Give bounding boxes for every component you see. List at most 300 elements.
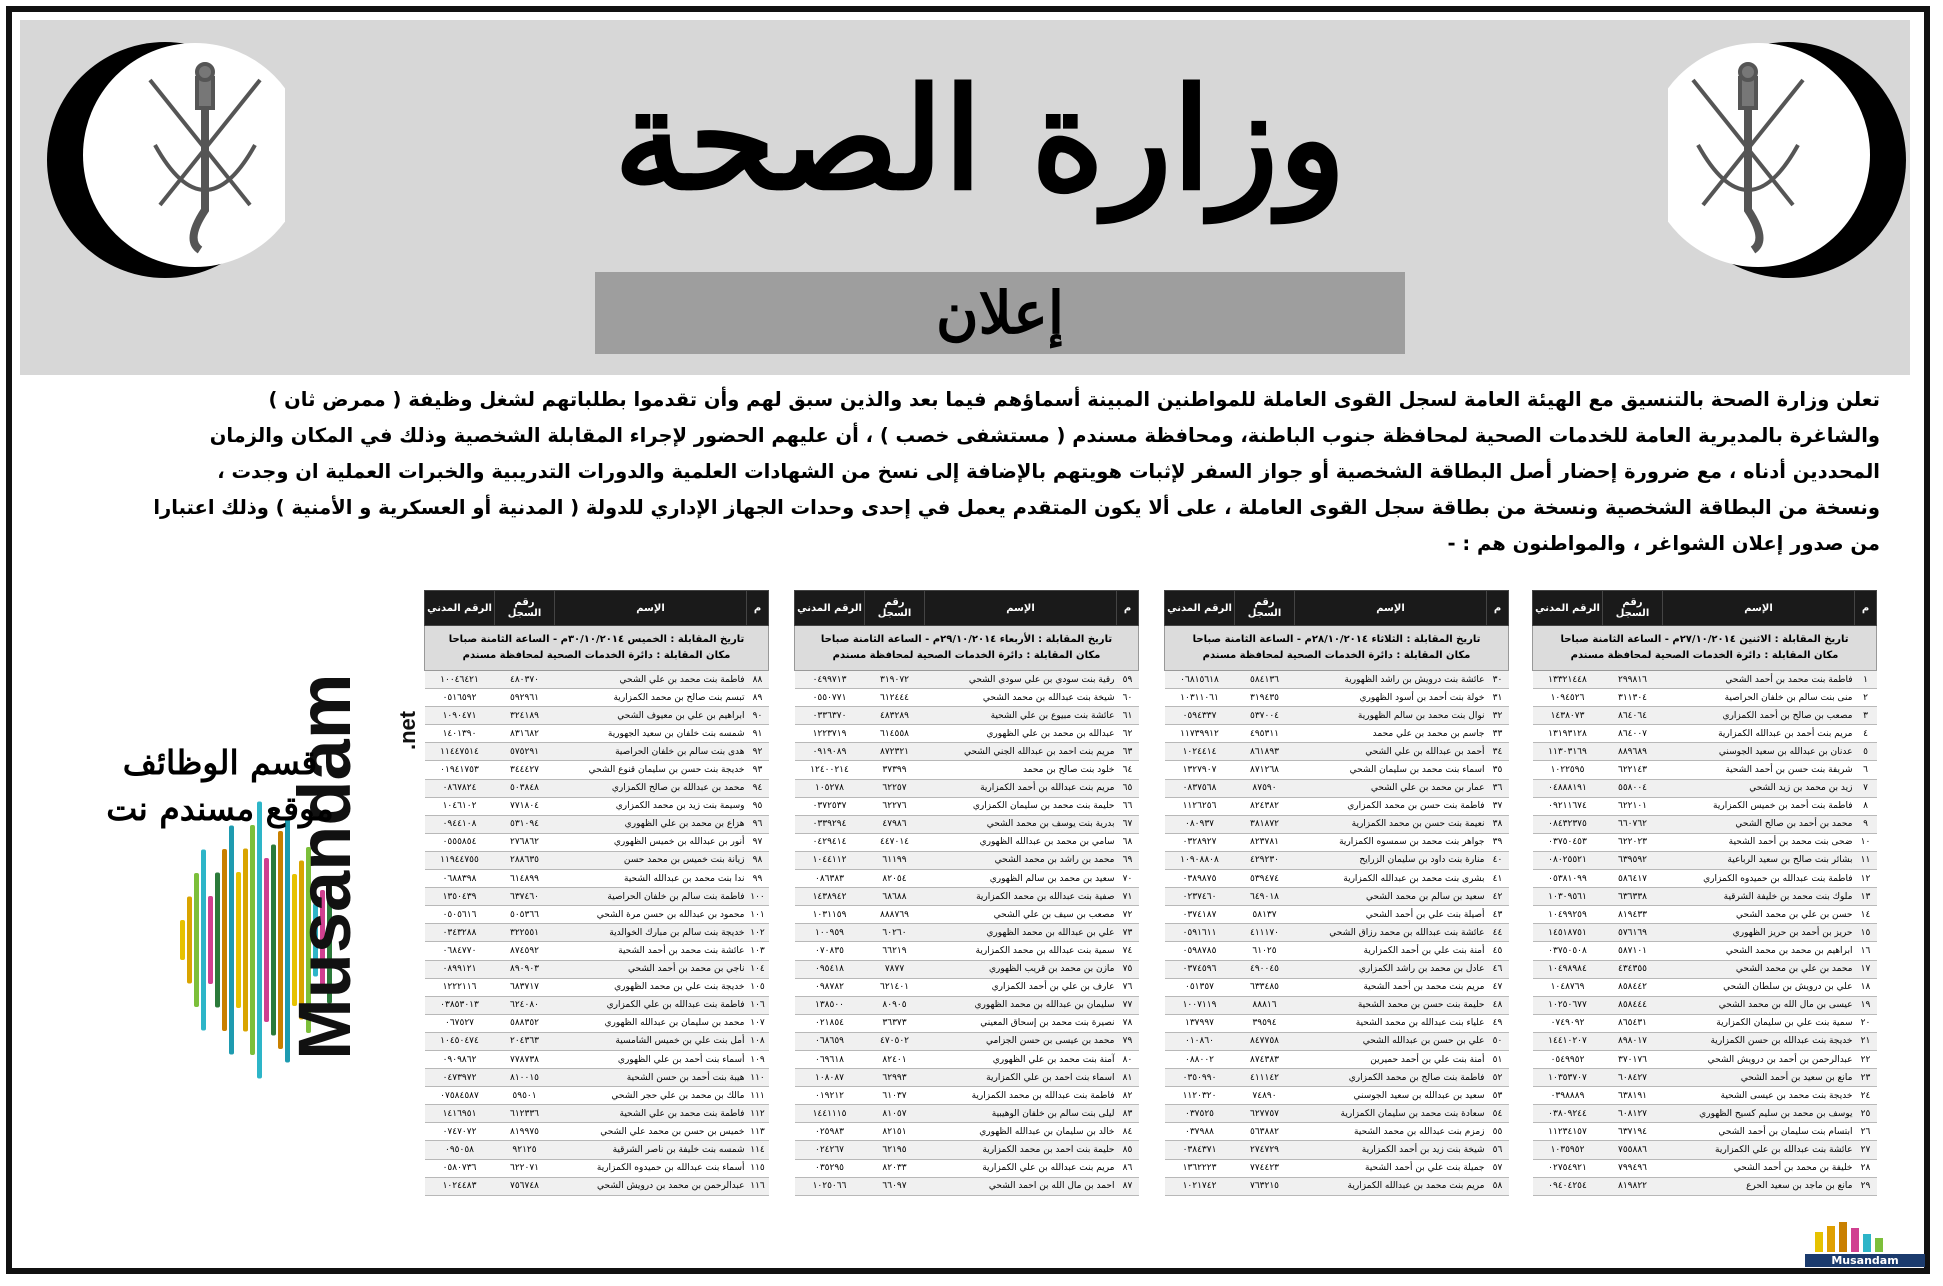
table-row (1533, 1159, 1877, 1177)
registry-number: ٨٢٤٣٨٢ (1235, 797, 1295, 815)
candidate-name: مانع بن ماجد بن سعيد الحرع (1663, 1177, 1855, 1195)
candidate-name: علياء بنت عبدالله بن محمد الشحية (1295, 1014, 1487, 1032)
registry-number: ٦٣٨١٩١ (1603, 1087, 1663, 1105)
registry-number: ٨٩٨٠١٧ (1603, 1032, 1663, 1050)
candidate-name: زمزم بنت عبدالله بن محمد الشحية (1295, 1123, 1487, 1141)
candidate-name: عبدالله بن محمد بن علي الظهوري (925, 725, 1117, 743)
registry-number: ٨٦٤٠٠٧ (1603, 725, 1663, 743)
civil-number: ٠٨٠٩٣٧ (1165, 815, 1235, 833)
registry-number: ٨٧٢٣٢١ (865, 743, 925, 761)
candidates-table (1165, 590, 1509, 1196)
row-num: ٩٣ (747, 761, 769, 779)
table-row (1165, 1069, 1509, 1087)
watermark-text (25, 740, 415, 832)
musandam-bars-icon (175, 640, 435, 1080)
registry-number: ٧٦٣٢١٥ (1235, 1177, 1295, 1195)
civil-number: ٠٨٤٣٢٣٧٥ (1533, 815, 1603, 833)
candidate-name: عيسى بن مال الله بن محمد الشحي (1663, 996, 1855, 1014)
table-header-civil: الرقم المدني (1533, 591, 1603, 626)
row-num: ٧٨ (1117, 1014, 1139, 1032)
registry-number: ٩٢١٢٥ (495, 1141, 555, 1159)
logo-bar (194, 873, 199, 1007)
row-num: ٢٧ (1855, 1141, 1877, 1159)
table-row (795, 1105, 1139, 1123)
candidate-name: محمد بن عبدالله بن صالح الكمزاري (555, 779, 747, 797)
candidate-name: ابراهيم بن محمد بن محمد الشحي (1663, 942, 1855, 960)
candidate-name: عائشة بنت محمد بن أحمد الشحية (555, 942, 747, 960)
candidate-name: عائشة بنت عبدالله بن علي الكمزارية (1663, 1141, 1855, 1159)
registry-number: ٥٨٨٣٥٢ (495, 1014, 555, 1032)
row-num: ١١٦ (747, 1177, 769, 1195)
row-num: ٩٤ (747, 779, 769, 797)
candidate-name: سمية بنت عبدالله بن محمد الكمزارية (925, 942, 1117, 960)
registry-number: ٤٩٠٠٤٥ (1235, 960, 1295, 978)
civil-number: ١٢٢٢١١٦ (425, 978, 495, 996)
table-row (795, 924, 1139, 942)
table-row (1533, 996, 1877, 1014)
civil-number: ٠٨٨٠٠٢ (1165, 1050, 1235, 1068)
candidate-name: فاطمة بنت أحمد بن خميس الكمزارية (1663, 797, 1855, 815)
registry-number: ٦٨٣٧١٧ (495, 978, 555, 996)
civil-number: ٠٣٣٩٢٩٤ (795, 815, 865, 833)
candidate-name: خديجة بنت محمد بن عيسى الشحية (1663, 1087, 1855, 1105)
civil-number: ٠٣٢٨٩٢٧ (1165, 833, 1235, 851)
session-info (425, 626, 769, 671)
row-num: ٦٨ (1117, 833, 1139, 851)
table-row (1533, 833, 1877, 851)
row-num: ٣٩ (1487, 833, 1509, 851)
civil-number: ٠٨٣٧٥٦٨ (1165, 779, 1235, 797)
candidate-name: خميس بن حسن بن محمد علي الشحي (555, 1123, 747, 1141)
session-place: مكان المقابلة : دائرة الخدمات الصحية لمحافظة مسندم (1202, 650, 1471, 661)
registry-number: ٦٢٢١٤٣ (1603, 761, 1663, 779)
announcement-body (60, 382, 1880, 562)
registry-number: ٤٧٠٥٠٢ (865, 1032, 925, 1050)
civil-number: ٠٢٧٥٤٩٢١ (1533, 1159, 1603, 1177)
row-num: ٨٣ (1117, 1105, 1139, 1123)
registry-number: ٦٤٩٠١٨ (1235, 888, 1295, 906)
row-num: ٣ (1855, 707, 1877, 725)
table-row (1533, 1141, 1877, 1159)
oman-emblem-right-icon (1668, 40, 1908, 280)
candidate-name: أنور بن عبدالله بن خميس الظهوري (555, 833, 747, 851)
civil-number: ١٣١٩٣١٢٨ (1533, 725, 1603, 743)
table-row (1165, 1050, 1509, 1068)
candidate-name: أحمد بن عبدالله بن علي الشحي (1295, 743, 1487, 761)
candidate-name: مالك بن محمد بن علي حجر الشحي (555, 1087, 747, 1105)
registry-number: ٥٨٧١٠١ (1603, 942, 1663, 960)
registry-number: ٣١٩٤٣٥ (1235, 689, 1295, 707)
row-num: ١٠٧ (747, 1014, 769, 1032)
table-row (1533, 1123, 1877, 1141)
registry-number: ٨٥٨٤٤٤ (1603, 996, 1663, 1014)
table-row (1165, 1141, 1509, 1159)
announcement-label: إعلان (595, 272, 1405, 354)
candidate-name: مازن بن محمد بن قريب الظهوري (925, 960, 1117, 978)
registry-number: ٦٢٢٠٧١ (495, 1159, 555, 1177)
candidate-name: عائشة بنت مبيوع بن علي الشحية (925, 707, 1117, 725)
candidate-name: عائشة بنت عبدالله بن محمد رزاق الشحي (1295, 924, 1487, 942)
row-num: ٥ (1855, 743, 1877, 761)
watermark-line1: قسم الوظائف (122, 743, 318, 782)
civil-number: ١١٢٣٤١٥٧ (1533, 1123, 1603, 1141)
row-num: ٤ (1855, 725, 1877, 743)
registry-number: ٦٣٣٤٨٥ (1235, 978, 1295, 996)
registry-number: ٦١٤٥٥٨ (865, 725, 925, 743)
row-num: ٦٣ (1117, 743, 1139, 761)
row-num: ١ (1855, 671, 1877, 689)
table-row (425, 761, 769, 779)
civil-number: ١١٢٠٣٢٠ (1165, 1087, 1235, 1105)
row-num: ٥١ (1487, 1050, 1509, 1068)
body-line: ونسخة من البطاقة الشخصية ونسخة من بطاقة سجل القوى العاملة ، على ألا يكون المتقدم يعمل في إحدى وحدات الجهاز الإداري للدولة ( المدنية أو العسكرية و الأمنية ) وذلك اعتبارا (153, 496, 1880, 519)
row-num: ٣٦ (1487, 779, 1509, 797)
candidate-name: فاطمة بنت عبدالله بن محمد الكمزارية (925, 1087, 1117, 1105)
row-num: ٥٥ (1487, 1123, 1509, 1141)
table-header-name: الإسم (925, 591, 1117, 626)
table-row (1165, 743, 1509, 761)
civil-number: ١٠٤٩٨٩٨٤ (1533, 960, 1603, 978)
row-num: ٢٥ (1855, 1105, 1877, 1123)
registry-number: ٣١١٣٠٤ (1603, 689, 1663, 707)
candidate-name: فاطمة بنت عبدالله بن علي الكمزاري (555, 996, 747, 1014)
registry-number: ٥٣٩٤٧٤ (1235, 870, 1295, 888)
row-num: ٦٢ (1117, 725, 1139, 743)
registry-number: ٥٠٣٨٤٨ (495, 779, 555, 797)
civil-number: ٠٩٢١١٦٧٤ (1533, 797, 1603, 815)
registry-number: ٣٢٤١٨٩ (495, 707, 555, 725)
registry-number: ٥٠٥٣٦٦ (495, 906, 555, 924)
candidate-name: شمسه بنت خلفان بن سعيد الجهورية (555, 725, 747, 743)
civil-number: ١٠٥٢٧٨ (795, 779, 865, 797)
civil-number: ٠٣٧٩٨٨ (1165, 1123, 1235, 1141)
candidate-name: مصعب بن سيف بن علي الشحي (925, 906, 1117, 924)
civil-number: ٠٢٥٩٨٣ (795, 1123, 865, 1141)
row-num: ٨٤ (1117, 1123, 1139, 1141)
row-num: ١٠٦ (747, 996, 769, 1014)
registry-number: ٦١٠٣٧ (865, 1087, 925, 1105)
table-row (1533, 779, 1877, 797)
table-row (1165, 779, 1509, 797)
registry-number: ٦٢٤٠٨٠ (495, 996, 555, 1014)
candidates-table (1533, 590, 1877, 1196)
table-row (1533, 888, 1877, 906)
civil-number: ٠٨٩٩١٢١ (425, 960, 495, 978)
civil-number: ٠٦٧٥٢٧ (425, 1014, 495, 1032)
row-num: ١١ (1855, 851, 1877, 869)
table-row (1533, 978, 1877, 996)
row-num: ١٧ (1855, 960, 1877, 978)
row-num: ٩٦ (747, 815, 769, 833)
civil-number: ٠٧٥٨٤٥٨٧ (425, 1087, 495, 1105)
table-row (795, 743, 1139, 761)
row-num: ٢٠ (1855, 1014, 1877, 1032)
row-num: ٨٨ (747, 671, 769, 689)
civil-number: ٠٨٠٢٥٥٢١ (1533, 851, 1603, 869)
table-row (795, 1123, 1139, 1141)
table-row (795, 906, 1139, 924)
civil-number: ٠٥٥٠٧٧١ (795, 689, 865, 707)
table-row (1165, 707, 1509, 725)
logo-bar (229, 826, 234, 1055)
civil-number: ١٠٩٠٤٧١ (425, 707, 495, 725)
candidate-name: زيد بن محمد بن زيد الشحي (1663, 779, 1855, 797)
table-header-num: م (1117, 591, 1139, 626)
logo-bar (271, 845, 276, 1036)
row-num: ٨٧ (1117, 1177, 1139, 1195)
table-row (425, 960, 769, 978)
civil-number: ٠٣٧٥٠٥٠٨ (1533, 942, 1603, 960)
row-num: ٧ (1855, 779, 1877, 797)
registry-number: ٨٢١٥١ (865, 1123, 925, 1141)
table-row (425, 1087, 769, 1105)
civil-number: ٠٣٧٥٢٥ (1165, 1105, 1235, 1123)
registry-number: ٥٣١٠٩٤ (495, 815, 555, 833)
session-date: تاريخ المقابلة : الثلاثاء ٢٨/١٠/٢٠١٤م - الساعة الثامنة صباحا (1192, 634, 1481, 645)
session-place: مكان المقابلة : دائرة الخدمات الصحية لمحافظة مسندم (462, 650, 731, 661)
table-row (1533, 761, 1877, 779)
table-row (1533, 924, 1877, 942)
registry-number: ٧٧١٨٠٤ (495, 797, 555, 815)
table-row (1165, 1177, 1509, 1195)
table-row (425, 1177, 769, 1195)
candidate-name: ناجي بن محمد بن أحمد الشحي (555, 960, 747, 978)
candidate-name: عادل بن محمد بن راشد الكمزاري (1295, 960, 1487, 978)
candidate-name: أسماء بنت عبدالله بن حميدوه الكمزارية (555, 1159, 747, 1177)
civil-number: ١٠٢٥٠٦٧٧ (1533, 996, 1603, 1014)
table-row (1165, 1032, 1509, 1050)
table-row (1165, 1014, 1509, 1032)
row-num: ١٠٥ (747, 978, 769, 996)
civil-number: ٠٥١٣٥٧ (1165, 978, 1235, 996)
table-row (1533, 725, 1877, 743)
row-num: ١٠ (1855, 833, 1877, 851)
civil-number: ٠٨٦٧٨٢٤ (425, 779, 495, 797)
row-num: ٣٠ (1487, 671, 1509, 689)
table-row (1533, 1069, 1877, 1087)
row-num: ٧٩ (1117, 1032, 1139, 1050)
candidate-name: خديجة بنت علي بن محمد الظهوري (555, 978, 747, 996)
registry-number: ٤٤٧٠١٤ (865, 833, 925, 851)
row-num: ٧٧ (1117, 996, 1139, 1014)
civil-number: ٠٨٦٣٨٣ (795, 870, 865, 888)
civil-number: ٠٤٢٩٤١٤ (795, 833, 865, 851)
session-place: مكان المقابلة : دائرة الخدمات الصحية لمحافظة مسندم (832, 650, 1101, 661)
candidate-name: عبدالرحمن بن محمد بن درويش الشحي (555, 1177, 747, 1195)
registry-number: ٥٧٥٢٩١ (495, 743, 555, 761)
row-num: ٤٨ (1487, 996, 1509, 1014)
candidate-name: نصيرة بنت محمد بن إسحاق المعيني (925, 1014, 1117, 1032)
civil-number: ٠٦٩٦١٨ (795, 1050, 865, 1068)
candidate-name: بدرية بنت يوسف بن محمد الشحي (925, 815, 1117, 833)
civil-number: ٠٤٨٨٨١٩١ (1533, 779, 1603, 797)
registry-number: ٧٥٦٧٤٨ (495, 1177, 555, 1195)
civil-number: ٠١٩٢١٢ (795, 1087, 865, 1105)
row-num: ١٣ (1855, 888, 1877, 906)
row-num: ١٤ (1855, 906, 1877, 924)
row-num: ٤٩ (1487, 1014, 1509, 1032)
registry-number: ٨٧١٢٦٨ (1235, 761, 1295, 779)
table-row (1533, 671, 1877, 689)
registry-number: ٥٩٥٠١ (495, 1087, 555, 1105)
row-num: ٨ (1855, 797, 1877, 815)
civil-number: ٠١٠٨٦٠ (1165, 1032, 1235, 1050)
registry-number: ٨٢٠٣٣ (865, 1159, 925, 1177)
civil-number: ١٤٠١٣٩٠ (425, 725, 495, 743)
registry-number: ٤١١١٧٠ (1235, 924, 1295, 942)
table-header-civil: الرقم المدني (1165, 591, 1235, 626)
table-header-civil: الرقم المدني (425, 591, 495, 626)
registry-number: ٦٣٦٣٣٨ (1603, 888, 1663, 906)
civil-number: ١٠٤٩٩٢٥٩ (1533, 906, 1603, 924)
candidate-name: آمنة بنت محمد بن علي الظهوري (925, 1050, 1117, 1068)
candidate-name: خولة بنت أحمد بن أسود الظهوري (1295, 689, 1487, 707)
table-row (1533, 743, 1877, 761)
table-row (1165, 1087, 1509, 1105)
table-row (795, 1032, 1139, 1050)
row-num: ٩١ (747, 725, 769, 743)
table-row (425, 870, 769, 888)
candidate-name: محمد بن سليمان بن عبدالله الظهوري (555, 1014, 747, 1032)
candidate-name: خديجة بنت عبدالله بن حسن الكمزارية (1663, 1032, 1855, 1050)
registry-number: ٣٧٠١٧٦ (1603, 1050, 1663, 1068)
registry-number: ٦٠٢٦٠ (865, 924, 925, 942)
registry-number: ٤٩٥٣١١ (1235, 725, 1295, 743)
table-row (795, 942, 1139, 960)
civil-number: ١٣٦٢٢٢٣ (1165, 1159, 1235, 1177)
logo-bar (236, 872, 241, 1008)
civil-number: ١١٣٠٣١٦٩ (1533, 743, 1603, 761)
civil-number: ١٣٥٠٤٣٩ (425, 888, 495, 906)
row-num: ٧٤ (1117, 942, 1139, 960)
table-row (1165, 815, 1509, 833)
registry-number: ٧٧٤٤٢٣ (1235, 1159, 1295, 1177)
candidate-name: هزاع بن محمد بن علي الظهوري (555, 815, 747, 833)
candidate-name: سعيد بن عبدالله بن سعيد الجوسني (1295, 1087, 1487, 1105)
row-num: ١٥ (1855, 924, 1877, 942)
row-num: ٦٥ (1117, 779, 1139, 797)
candidate-name: سمية بنت علي بن سليمان الكمزارية (1663, 1014, 1855, 1032)
candidate-name: حليمة بنت حسن بن محمد الشحية (1295, 996, 1487, 1014)
candidate-name: اسماء بنت محمد بن سليمان الشحي (1295, 761, 1487, 779)
registry-number: ٣٤٤٤٢٧ (495, 761, 555, 779)
registry-number: ٤٣٤٣٥٥ (1603, 960, 1663, 978)
row-num: ٧٣ (1117, 924, 1139, 942)
registry-number: ٥٦٣٨٨٢ (1235, 1123, 1295, 1141)
registry-number: ٣٢٢٥٥١ (495, 924, 555, 942)
row-num: ٨٦ (1117, 1159, 1139, 1177)
ministry-title: وزارة الصحة (613, 58, 1347, 222)
table-row (795, 1087, 1139, 1105)
body-line: والشاغرة بالمديرية العامة للخدمات الصحية لمحافظة جنوب الباطنة، ومحافظة مسندم ( مستشفى خصب ) ، أن عليهم الحضور لإجراء المقابلة الشخصية وذلك في المكان والزمان (209, 424, 1880, 447)
table-row (425, 671, 769, 689)
logo-bar (243, 849, 248, 1032)
candidate-name: أمنة بنت علي بن أحمد الكمزارية (1295, 942, 1487, 960)
registry-number: ٦١٢٤٤٤ (865, 689, 925, 707)
civil-number: ١٠٤٦١٠٢ (425, 797, 495, 815)
table-row (425, 707, 769, 725)
civil-number: ٠٣٨٤٣٧١ (1165, 1141, 1235, 1159)
candidate-name: عمار بن محمد بن علي الشحي (1295, 779, 1487, 797)
brand-text: Musandam (283, 673, 366, 1060)
logo-bar (208, 896, 213, 984)
table-row (425, 1159, 769, 1177)
table-row (425, 1141, 769, 1159)
candidate-name: ندا بنت محمد بن عبدالله الشحية (555, 870, 747, 888)
civil-number: ١١٤٤٧٥١٤ (425, 743, 495, 761)
candidate-name: أمنة بنت علي بن أحمد حميرين (1295, 1050, 1487, 1068)
row-num: ٩٨ (747, 851, 769, 869)
civil-number: ٠٥٤٩٩٥٢ (1533, 1050, 1603, 1068)
session-date: تاريخ المقابلة : الأربعاء ٢٩/١٠/٢٠١٤م - الساعة الثامنة صباحا (820, 634, 1113, 645)
table-row (425, 797, 769, 815)
row-num: ٣٨ (1487, 815, 1509, 833)
row-num: ٨٢ (1117, 1087, 1139, 1105)
registry-number: ٦٢٩٩٣ (865, 1069, 925, 1087)
row-num: ٢٣ (1855, 1069, 1877, 1087)
registry-number: ٣٩٥٩٤ (1235, 1014, 1295, 1032)
table-header-name: الإسم (555, 591, 747, 626)
civil-number: ١٤٥١٨٧٥١ (1533, 924, 1603, 942)
row-num: ٣٥ (1487, 761, 1509, 779)
table-row (1533, 960, 1877, 978)
registry-number: ٢٩٩٨١٦ (1603, 671, 1663, 689)
registry-number: ٨١٩٤٣٣ (1603, 906, 1663, 924)
table-row (795, 689, 1139, 707)
candidate-name: عارف بن علي بن أحمد الكمزاري (925, 978, 1117, 996)
registry-number: ٦٠٨١٢٧ (1603, 1105, 1663, 1123)
row-num: ٦١ (1117, 707, 1139, 725)
registry-number: ٦٣٧١٩٤ (1603, 1123, 1663, 1141)
row-num: ٤٠ (1487, 851, 1509, 869)
civil-number: ٠٣٥٠٩٩٠ (1165, 1069, 1235, 1087)
civil-number: ١٠٠٤٦٤٢١ (425, 671, 495, 689)
candidate-name: منى بنت سالم بن خلفان الحراصية (1663, 689, 1855, 707)
table-header-reg: رقم السجل (1235, 591, 1295, 626)
civil-number: ٠٩٥٠٥٨ (425, 1141, 495, 1159)
table-header-num: م (747, 591, 769, 626)
registry-number: ٦٢١٤٠١ (865, 978, 925, 996)
civil-number: ١٠٣١١٥٩ (795, 906, 865, 924)
row-num: ٧٥ (1117, 960, 1139, 978)
registry-number: ٥٨١٣٧ (1235, 906, 1295, 924)
table-row (1533, 1032, 1877, 1050)
session-place: مكان المقابلة : دائرة الخدمات الصحية لمحافظة مسندم (1570, 650, 1839, 661)
candidate-name: فاطمة بنت محمد بن أحمد الشحي (1663, 671, 1855, 689)
civil-number: ١١٢٦٢٥٦ (1165, 797, 1235, 815)
civil-number: ٠٣٣٦٣٧٠ (795, 707, 865, 725)
candidate-name: يوسف بن محمد بن سليم كسيح الظهوري (1663, 1105, 1855, 1123)
registry-number: ٦٦٠٧٦٢ (1603, 815, 1663, 833)
civil-number: ٠٦٨٨٣٩٨ (425, 870, 495, 888)
table-row (1165, 870, 1509, 888)
table-header-civil: الرقم المدني (795, 591, 865, 626)
candidate-name: شريفة بنت حسن بن أحمد الشحية (1663, 761, 1855, 779)
civil-number: ٠٦٨١٥٦١٨ (1165, 671, 1235, 689)
candidate-name: اسماء بنت احمد بن علي الكمزارية (925, 1069, 1117, 1087)
table-header-num: م (1855, 591, 1877, 626)
table-row (795, 725, 1139, 743)
table-row (1533, 906, 1877, 924)
civil-number: ١٢٢٣٧١٩ (795, 725, 865, 743)
table-row (795, 888, 1139, 906)
civil-number: ٠١٩٤١٧٥٣ (425, 761, 495, 779)
registry-number: ٥٧٦١٦٩ (1603, 924, 1663, 942)
row-num: ٤١ (1487, 870, 1509, 888)
table-row (795, 707, 1139, 725)
row-num: ٤٤ (1487, 924, 1509, 942)
table-row (1165, 996, 1509, 1014)
